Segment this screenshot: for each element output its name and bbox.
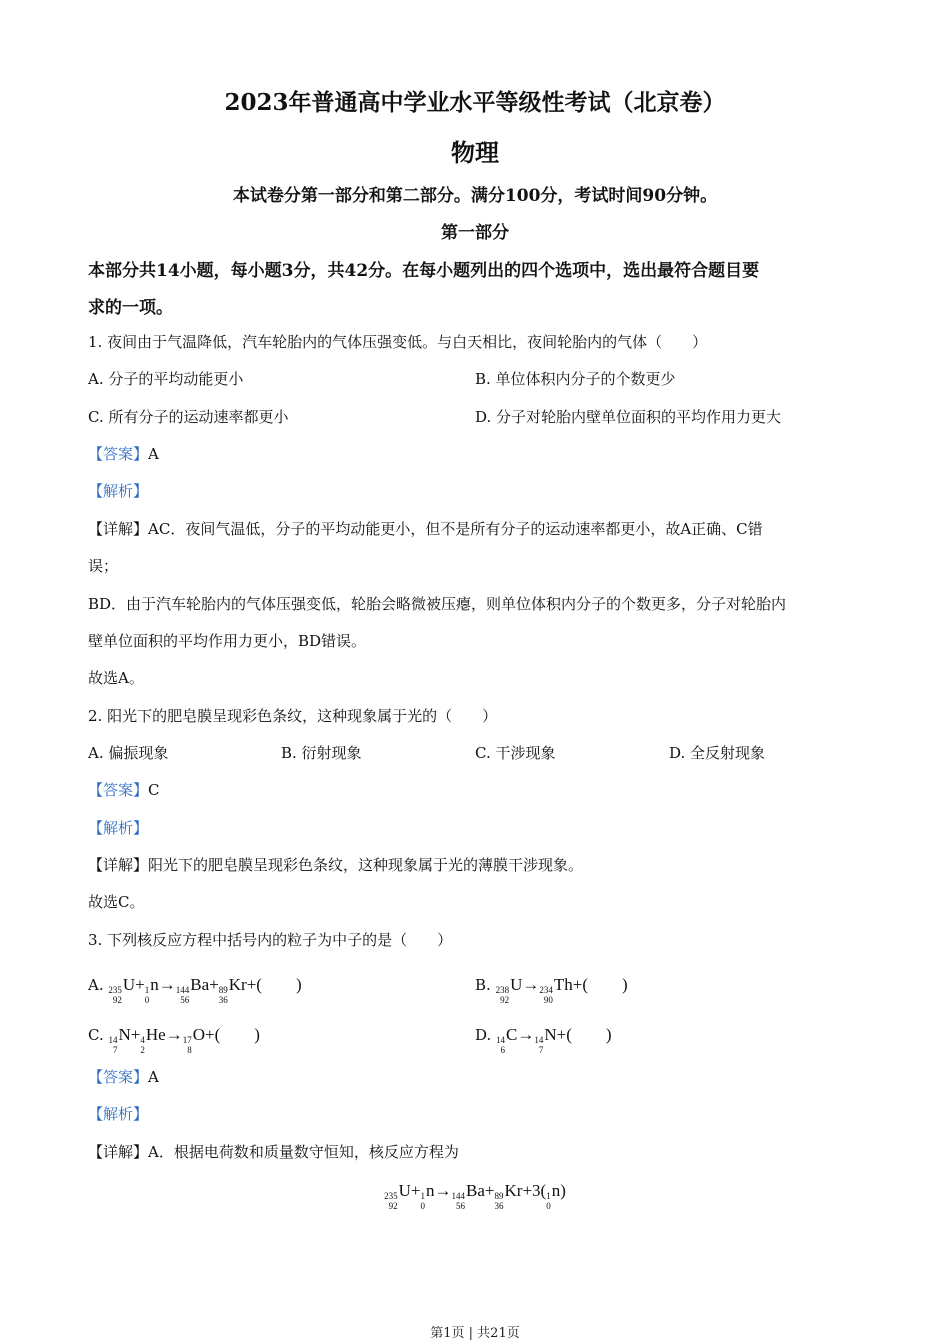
isotope-numbers: 89 36: [218, 985, 228, 1005]
q1-detail-line-5: 故选A。: [88, 669, 144, 687]
q1-detail-line-2: 误；: [88, 557, 119, 575]
detail-label: 【详解】: [88, 520, 149, 538]
isotope-numbers: 238 92: [495, 985, 510, 1005]
q2-analysis-label: 【解析】: [88, 819, 149, 837]
isotope-numbers: 4 2: [140, 1035, 145, 1055]
isotope-numbers: 1 0: [546, 1191, 551, 1211]
option-letter: B.: [475, 976, 491, 994]
detail-label: 【详解】: [88, 1143, 149, 1161]
q2-option-c: C. 干涉现象: [475, 744, 556, 762]
q3-answer: [88, 1066, 159, 1087]
isotope-numbers: 1 0: [144, 985, 150, 1005]
q1-analysis-label: 【解析】: [88, 482, 149, 500]
q2-option-a: A. 偏振现象: [88, 744, 169, 762]
q2-answer: [88, 779, 160, 800]
q1-detail-text: AC．夜间气温低，分子的平均动能更小，但不是所有分子的运动速率都更小，故A正确、C错: [148, 520, 763, 538]
q3-stem: 3. 下列核反应方程中括号内的粒子为中子的是（ ）: [88, 931, 453, 949]
q3-option-d-equation: 14 6 C→ 14 7 N+( ): [496, 1025, 612, 1055]
part-intro-line-1: 本部分共14小题，每小题3分，共42分。在每小题列出的四个选项中，选出最符合题目要: [88, 261, 760, 281]
q1-detail-line-1: [88, 518, 763, 539]
isotope-numbers: 14 7: [534, 1035, 544, 1055]
q1-option-b: B. 单位体积内分子的个数更少: [475, 370, 676, 388]
q2-option-d: D. 全反射现象: [669, 744, 766, 762]
q2-answer-value: C: [148, 781, 160, 799]
isotope-numbers: 14 6: [496, 1035, 506, 1055]
q3-option-c-equation: 14 7 N+ 4 2 He→ 17 8 O+( ): [108, 1025, 260, 1055]
isotope-numbers: 14 7: [108, 1035, 118, 1055]
q1-stem: 1. 夜间由于气温降低，汽车轮胎内的气体压强变低。与白天相比，夜间轮胎内的气体（ ）: [88, 333, 708, 351]
part-intro-line-2: 求的一项。: [88, 298, 173, 318]
exam-title: 2023年普通高中学业水平等级性考试（北京卷）: [224, 89, 726, 116]
q3-option-c: [88, 1020, 260, 1055]
q3-answer-value: A: [148, 1068, 159, 1086]
q2-stem: 2. 阳光下的肥皂膜呈现彩色条纹，这种现象属于光的（ ）: [88, 707, 498, 725]
isotope-numbers: 235 92: [108, 985, 122, 1005]
option-letter: C.: [88, 1026, 104, 1044]
part-title: 第一部分: [441, 223, 509, 243]
q3-reaction-equation: 235 92 U+ 1 0 n→ 144 56 Ba+ 89 36 Kr+3( 1 0 n): [384, 1181, 566, 1211]
q2-detail-line-1: [88, 854, 583, 875]
isotope-numbers: 89 36: [494, 1191, 504, 1211]
q3-option-d: [475, 1020, 612, 1055]
q1-detail-line-3: BD．由于汽车轮胎内的气体压强变低，轮胎会略微被压瘪，则单位体积内分子的个数更多，分子对轮胎内: [88, 595, 787, 613]
isotope-numbers: 234 90: [539, 985, 553, 1005]
q1-answer: [88, 443, 159, 464]
q1-option-d: D. 分子对轮胎内壁单位面积的平均作用力更大: [475, 408, 782, 426]
isotope-numbers: 235 92: [384, 1191, 398, 1211]
page-footer: 第1页 | 共21页: [430, 1326, 520, 1341]
q3-analysis-label: 【解析】: [88, 1105, 149, 1123]
option-letter: D.: [475, 1026, 492, 1044]
q3-option-a-equation: 235 92 U+ 1 0 n→ 144 56 Ba+ 89 36 Kr+( ): [108, 975, 302, 1005]
q3-detail-line-1: [88, 1141, 459, 1162]
answer-label: 【答案】: [88, 1068, 149, 1086]
q1-answer-value: A: [148, 445, 159, 463]
subject-title: 物理: [451, 138, 499, 167]
q3-option-b-equation: 238 92 U→ 234 90 Th+( ): [495, 975, 628, 1005]
isotope-numbers: 17 8: [182, 1035, 192, 1055]
q2-option-b: B. 衍射现象: [281, 744, 362, 762]
isotope-numbers: 144 56: [175, 985, 190, 1005]
q1-option-c: C. 所有分子的运动速率都更小: [88, 408, 289, 426]
q2-detail-text: 阳光下的肥皂膜呈现彩色条纹，这种现象属于光的薄膜干涉现象。: [148, 856, 584, 874]
isotope-numbers: 144 56: [451, 1191, 465, 1211]
detail-label: 【详解】: [88, 856, 149, 874]
q3-option-b: [475, 970, 628, 1005]
q3-option-a: [88, 970, 302, 1005]
isotope-numbers: 1 0: [420, 1191, 425, 1211]
q3-detail-text: A．根据电荷数和质量数守恒知，核反应方程为: [148, 1143, 459, 1161]
answer-label: 【答案】: [88, 445, 149, 463]
q1-detail-line-4: 壁单位面积的平均作用力更小，BD错误。: [88, 632, 367, 650]
answer-label: 【答案】: [88, 781, 149, 799]
q2-detail-line-2: 故选C。: [88, 893, 145, 911]
option-letter: A.: [88, 976, 104, 994]
q1-option-a: A. 分子的平均动能更小: [88, 370, 244, 388]
exam-intro: 本试卷分第一部分和第二部分。满分100分，考试时间90分钟。: [232, 186, 718, 206]
